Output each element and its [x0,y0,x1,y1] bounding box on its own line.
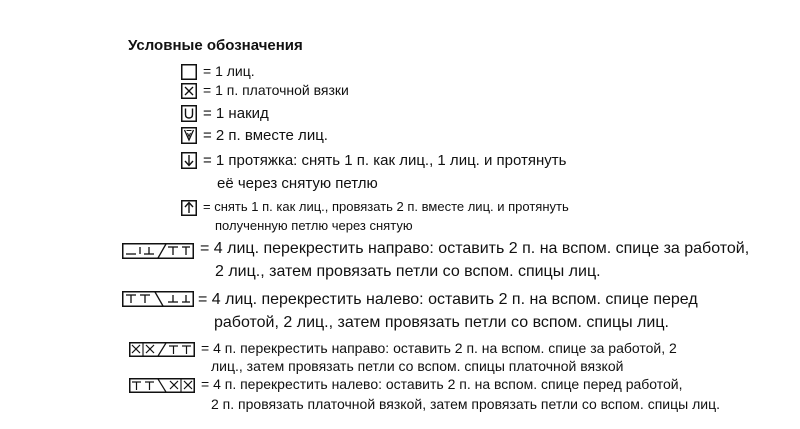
two-together-box-icon [181,127,197,144]
legend-text-continuation: 2 п. провязать платочной вязкой, затем провязать петли со вспом. спицы лиц. [211,396,720,412]
page-title: Условные обозначения [128,37,303,54]
legend-text: = 1 протяжка: снять 1 п. как лиц., 1 лиц. и протянуть [203,152,567,169]
legend-text: = 1 п. платочной вязки [203,82,349,98]
empty-box-icon [181,64,197,80]
legend-item [201,340,761,378]
legend-text: = 1 накид [203,105,269,122]
cable-right-garter-icon [129,342,195,357]
down-arrow-box-icon [181,152,197,169]
legend-text-continuation: работой, 2 лиц., затем провязать петли со вспом. спицы лиц. [214,314,669,331]
u-box-icon [181,105,197,122]
legend-text-continuation: её через снятую петлю [217,175,378,192]
legend-text: = 4 п. перекрестить налево: оставить 2 п. на вспом. спице перед работой, [201,376,683,392]
legend-item [203,199,763,237]
cable-left-4-icon [122,291,194,307]
legend-text: = 4 п. перекрестить направо: оставить 2 п. на вспом. спице за работой, 2 [201,340,677,356]
legend-item [203,152,763,196]
legend-item [203,105,269,122]
legend-item [203,82,349,98]
legend-item [201,376,781,416]
legend-text-continuation: лиц., затем провязать петли со вспом. спицы платочной вязкой [211,358,624,374]
legend-text: = 1 лиц. [203,63,255,79]
legend-item [203,63,255,79]
legend-item [198,291,788,335]
cable-right-4-icon [122,243,194,259]
legend-text-continuation: полученную петлю через снятую [215,218,413,233]
legend-text: = 4 лиц. перекрестить направо: оставить 2 п. на вспом. спице за работой, [200,240,750,257]
x-box-icon [181,83,197,99]
up-arrow-box-icon [181,200,197,216]
legend-text-continuation: 2 лиц., затем провязать петли со вспом. спицы лиц. [215,263,601,280]
legend-text: = снять 1 п. как лиц., провязать 2 п. вместе лиц. и протянуть [203,199,569,214]
legend-text: = 2 п. вместе лиц. [203,127,328,144]
legend-text: = 4 лиц. перекрестить налево: оставить 2 п. на вспом. спице перед [198,291,698,308]
legend-item [200,240,790,284]
legend-item [203,127,328,144]
cable-left-garter-icon [129,378,195,393]
